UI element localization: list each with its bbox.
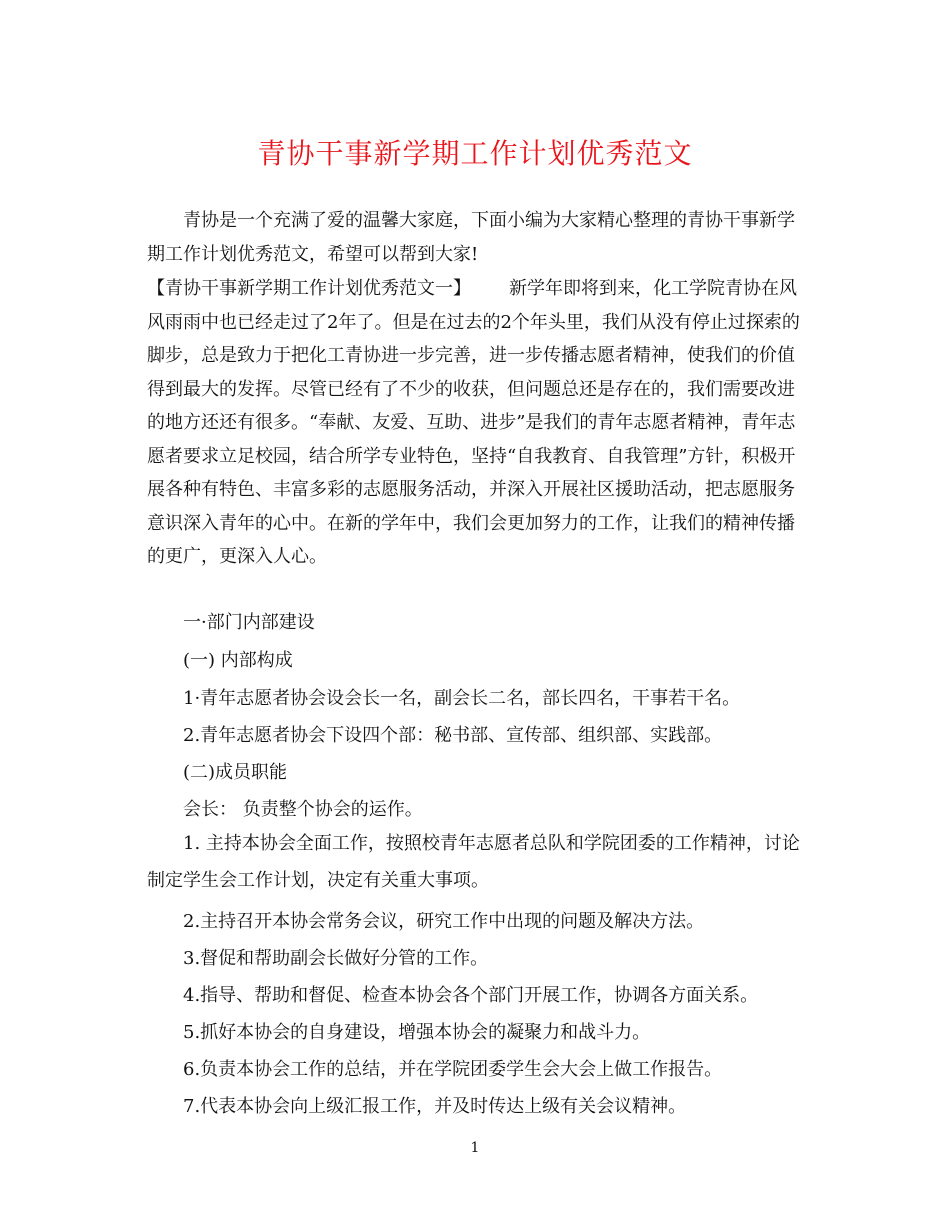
section-paragraph xyxy=(147,272,807,574)
list-item: (二)成员职能 xyxy=(183,762,288,783)
duty-item: 3.督促和帮助副会长做好分管的工作。 xyxy=(183,948,489,969)
document-title: 青协干事新学期工作计划优秀范文 xyxy=(257,137,693,170)
duty-item: 2.主持召开本协会常务会议，研究工作中出现的问题及解决方法。 xyxy=(183,911,705,932)
duty-item: 4.指导、帮助和督促、检查本协会各个部门开展工作，协调各方面关系。 xyxy=(183,985,759,1006)
list-item: (一) 内部构成 xyxy=(183,650,293,671)
duty-item: 7.代表本协会向上级汇报工作，并及时传达上级有关会议精神。 xyxy=(183,1096,687,1117)
list-item: 一·部门内部建设 xyxy=(183,612,315,633)
duty-item: 5.抓好本协会的自身建设，增强本协会的凝聚力和战斗力。 xyxy=(183,1022,651,1043)
section-header: 【青协干事新学期工作计划优秀范文一】 xyxy=(147,278,471,299)
section-body: 新学年即将到来，化工学院青协在风风雨雨中也已经走过了2年了。但是在过去的2个年头里，我们从没有停止过探索的脚步，总是致力于把化工青协进一步完善，进一步传播志愿者精神，使我们的价值得到最大的发挥。尽管已经有了不少的收获，但问题总还是存在的，我们需要改进的地方还还有很多。“奉献、友爱、互助、进步”是我们的青年志愿者精神，青年志愿者要求立足校园，结合所学专业特色，坚持“自我教育、自我管理”方针，积极开展各种有特色、丰富多彩的志愿服务活动，并深入开展社区援助活动，把志愿服务意识深入青年的心中。在新的学年中，我们会更加努力的工作，让我们的精神传播的更广，更深入人心。 xyxy=(147,278,800,567)
list-item: 2.青年志愿者协会下设四个部：秘书部、宣传部、组织部、实践部。 xyxy=(183,725,723,746)
duty-paragraph: 1. 主持本协会全面工作，按照校青年志愿者总队和学院团委的工作精神，讨论制定学生会工作计划，决定有关重大事项。 xyxy=(147,833,800,891)
intro-paragraph: 青协是一个充满了爱的温馨大家庭，下面小编为大家精心整理的青协干事新学期工作计划优秀范文，希望可以帮到大家! xyxy=(147,210,795,265)
duty-item: 6.负责本协会工作的总结，并在学院团委学生会大会上做工作报告。 xyxy=(183,1059,723,1080)
page-number: 1 xyxy=(470,1140,480,1156)
list-item: 会长： 负责整个协会的运作。 xyxy=(183,799,423,820)
list-item: 1·青年志愿者协会设会长一名，副会长二名，部长四名，干事若干名。 xyxy=(183,688,741,709)
